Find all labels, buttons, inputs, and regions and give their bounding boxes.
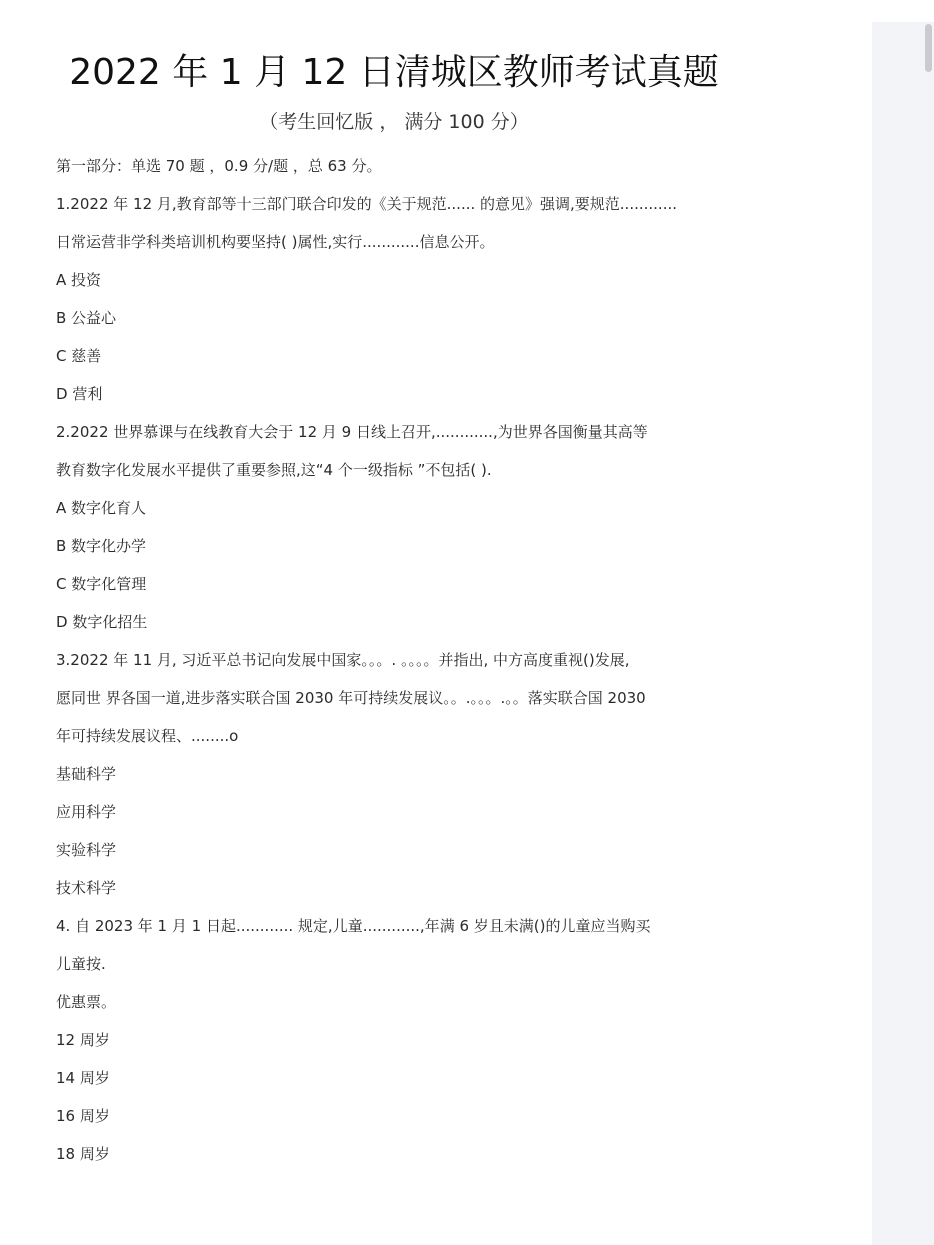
question-4-option-2: 14 周岁 [56,1069,110,1087]
question-1-option-a: A 投资 [56,271,102,289]
question-1-line-2: 日常运营非学科类培训机构要坚持( )属性,实行............信息公开。 [56,233,495,251]
question-4-line-1: 4. 自 2023 年 1 月 1 日起............ 规定,儿童............,年满 6 岁且未满()的儿童应当购买 [56,917,651,935]
question-4-option-3: 16 周岁 [56,1107,110,1125]
question-4-line-2: 儿童按. [56,955,106,973]
question-3-line-1: 3.2022 年 11 月, 习近平总书记向发展中国家。。。. 。。。。并指出, 中方高度重视()发展, [56,651,630,669]
question-2-option-a: A 数字化育人 [56,499,147,517]
question-3-option-4: 技术科学 [56,879,117,897]
question-1-option-c: C 慈善 [56,347,102,365]
question-2-line-1: 2.2022 世界慕课与在线教育大会于 12 月 9 日线上召开,............,为世界各国衡量其高等 [56,423,648,441]
question-1-option-b: B 公益心 [56,309,117,327]
section-header: 第一部分：单选 70 题 ，0.9 分/题 ，总 63 分。 [56,157,382,175]
question-4-line-3: 优惠票。 [56,993,117,1011]
question-1-line-1: 1.2022 年 12 月,教育部等十三部门联合印发的《关于规范...... 的意见》强调,要规范............ [56,195,678,213]
question-2-option-d: D 数字化招生 [56,613,148,631]
question-3-option-3: 实验科学 [56,841,117,859]
question-3-option-2: 应用科学 [56,803,117,821]
question-2-option-c: C 数字化管理 [56,575,147,593]
viewer-side-panel [872,22,934,1245]
document-page [0,22,872,1245]
document-title: 2022 年 1 月 12 日清城区教师考试真题 [69,52,719,93]
scrollbar-thumb[interactable] [925,24,932,72]
viewer-top-edge [0,0,934,23]
question-4-option-1: 12 周岁 [56,1031,110,1049]
question-4-option-4: 18 周岁 [56,1145,110,1163]
question-3-line-3: 年可持续发展议程、........o [56,727,239,745]
question-3-line-2: 愿同世 界各国一道,进步落实联合国 2030 年可持续发展议。。.。。。.。。落实联合国 2030 [56,689,646,707]
question-2-line-2: 教育数字化发展水平提供了重要参照,这“4 个一级指标 ”不包括( ). [56,461,492,479]
document-subtitle: （考生回忆版 ， 满分 100 分） [259,111,529,133]
question-2-option-b: B 数字化办学 [56,537,147,555]
question-3-option-1: 基础科学 [56,765,117,783]
question-1-option-d: D 营利 [56,385,103,403]
